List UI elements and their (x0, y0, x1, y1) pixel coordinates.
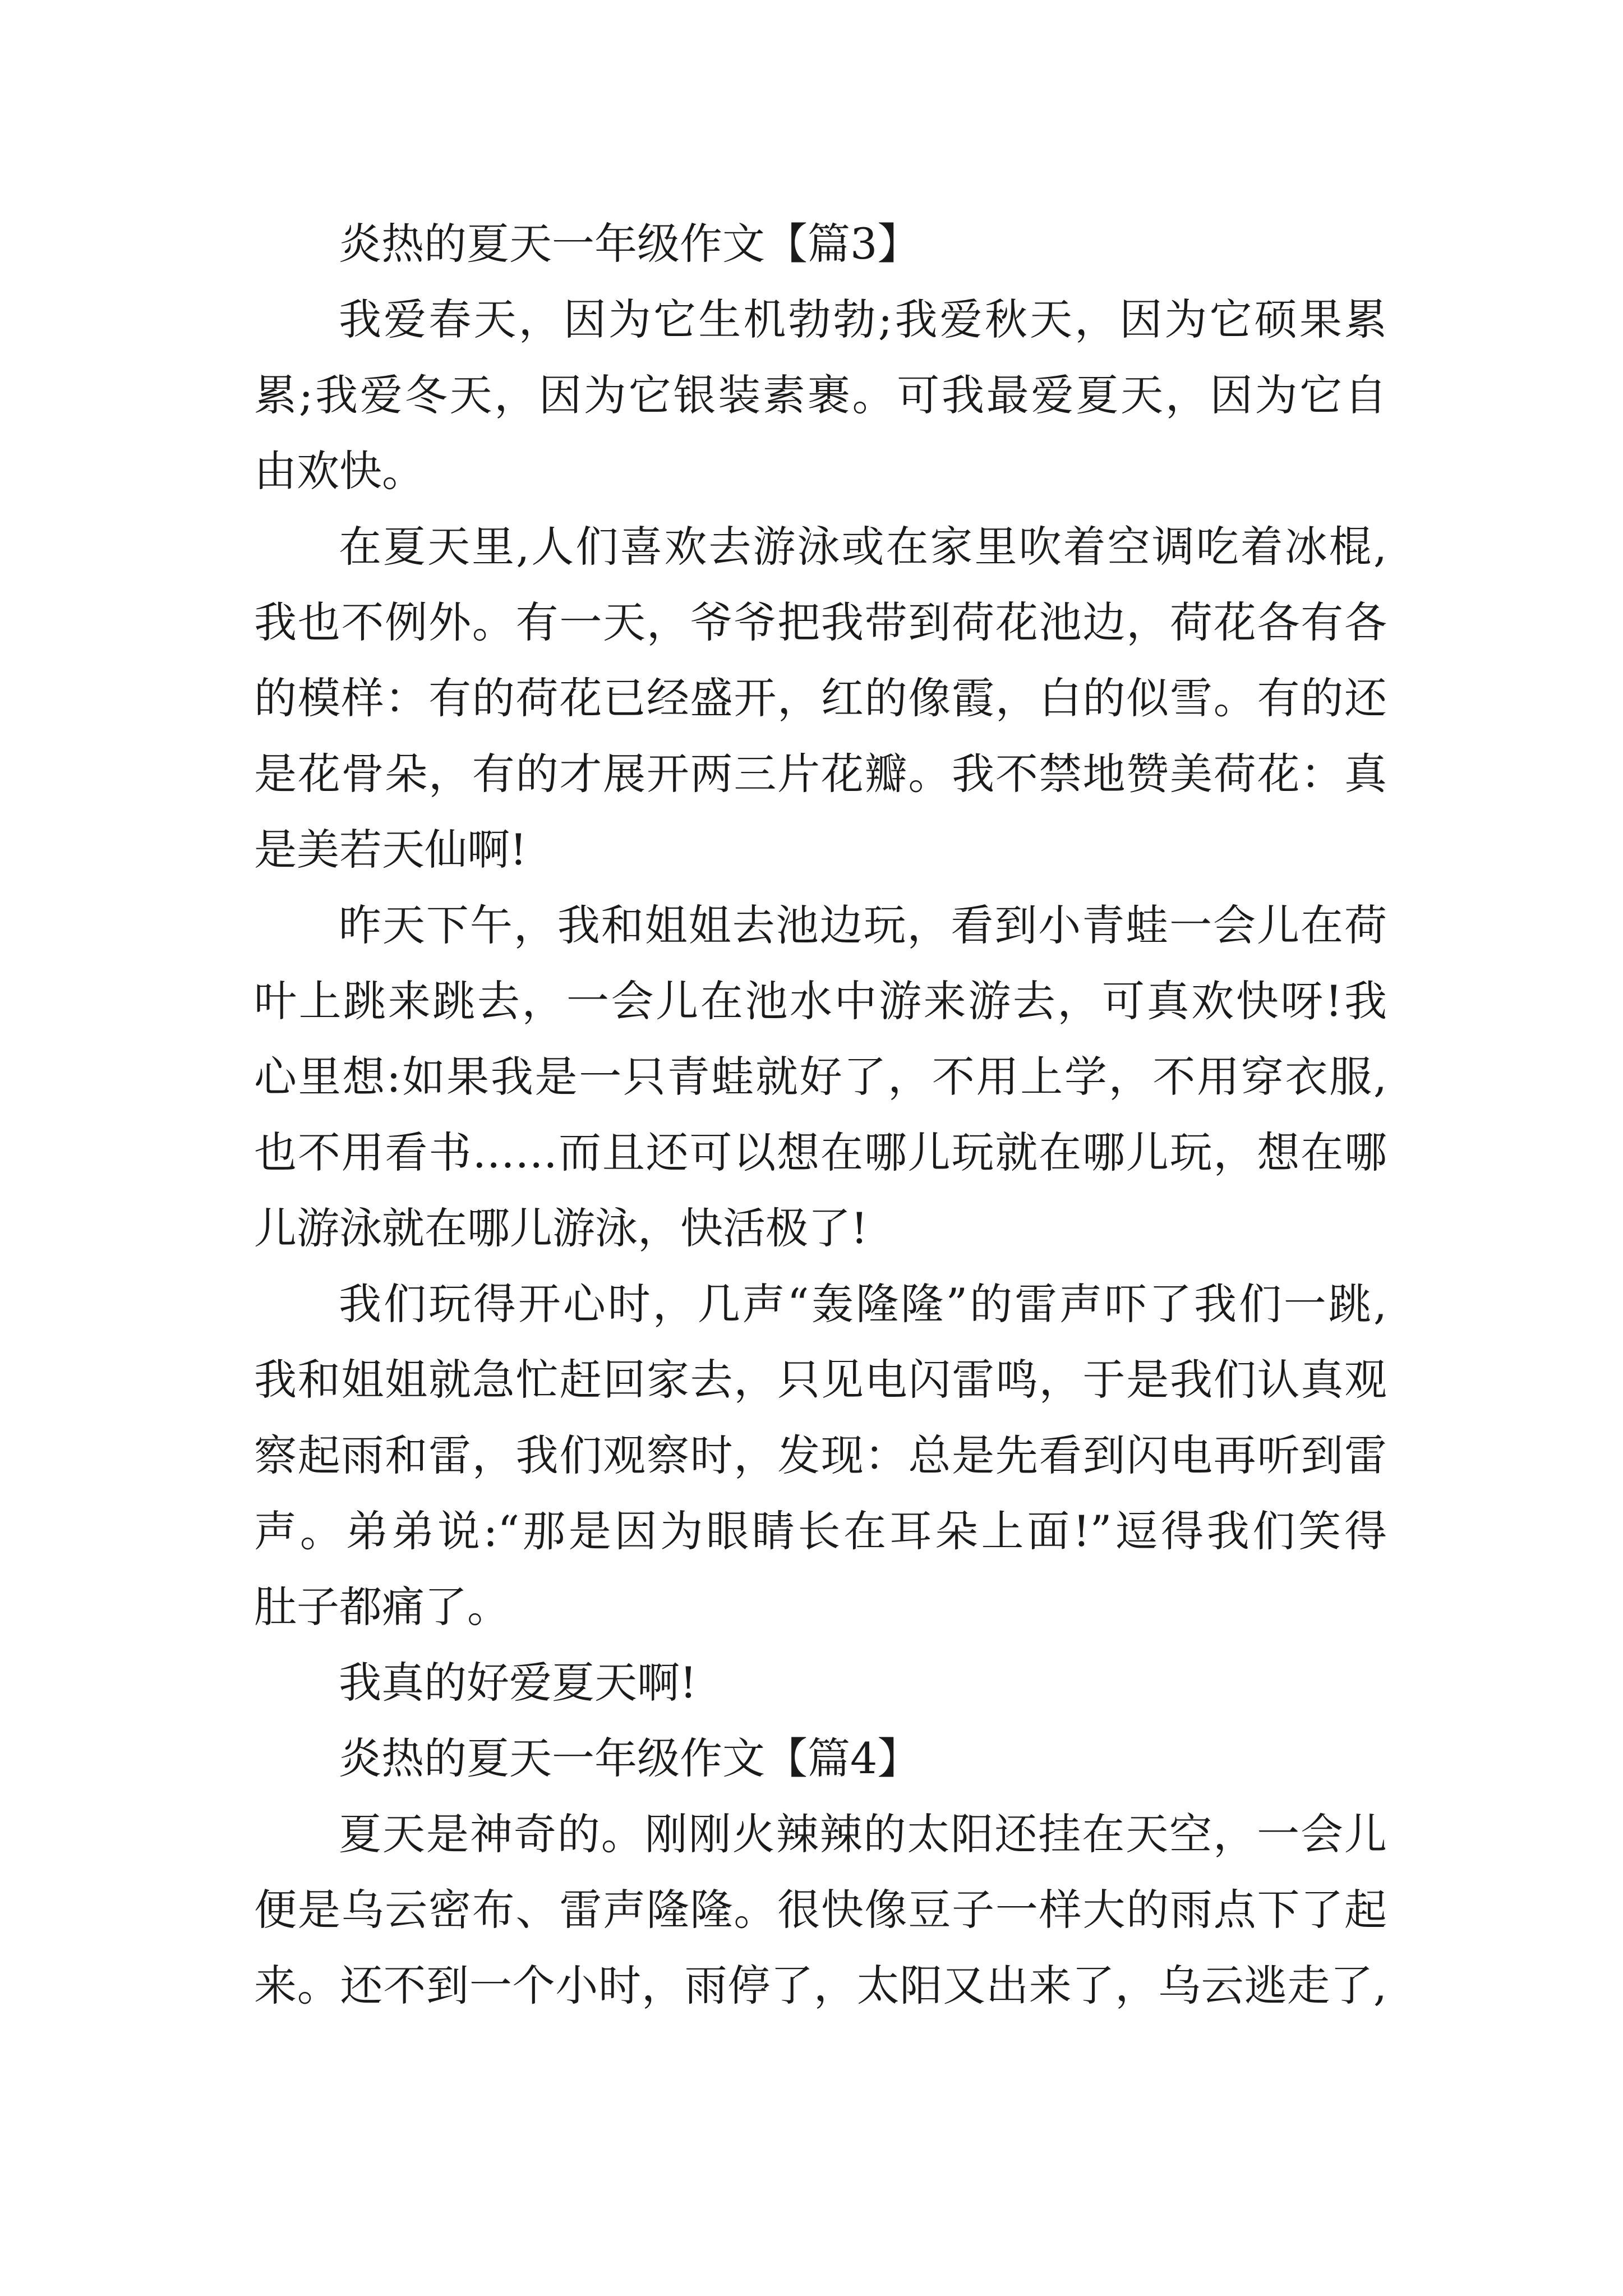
paragraph-line: 我和姐姐就急忙赶回家去，只见电闪雷鸣，于是我们认真观 (254, 1355, 1387, 1405)
paragraph-line: 在夏天里,人们喜欢去游泳或在家里吹着空调吃着冰棍, (339, 522, 1387, 572)
paragraph-line: 累;我爱冬天，因为它银装素裹。可我最爱夏天，因为它自 (254, 370, 1387, 420)
paragraph-line: 肚子都痛了。 (254, 1582, 510, 1632)
paragraph-line: 的模样：有的荷花已经盛开，红的像霞，白的似雪。有的还 (254, 673, 1387, 723)
paragraph-line: 来。还不到一个小时，雨停了，太阳又出来了，乌云逃走了, (254, 1961, 1387, 2010)
paragraph-line: 由欢快。 (254, 446, 425, 496)
paragraph-line: 我真的好爱夏天啊! (339, 1658, 697, 1708)
paragraph-line: 我们玩得开心时，几声“轰隆隆”的雷声吓了我们一跳, (339, 1279, 1387, 1329)
paragraph-line: 昨天下午，我和姐姐去池边玩，看到小青蛙一会儿在荷 (339, 900, 1387, 950)
paragraph-line: 心里想:如果我是一只青蛙就好了，不用上学，不用穿衣服, (254, 1052, 1387, 1102)
paragraph-line: 夏天是神奇的。刚刚火辣辣的太阳还挂在天空，一会儿 (339, 1809, 1387, 1859)
paragraph-line: 是花骨朵，有的才展开两三片花瓣。我不禁地赞美荷花：真 (254, 749, 1387, 799)
paragraph-line: 儿游泳就在哪儿游泳，快活极了! (254, 1203, 868, 1253)
section-heading: 炎热的夏天一年级作文【篇3】 (339, 219, 920, 269)
paragraph-line: 声。弟弟说:“那是因为眼睛长在耳朵上面!”逗得我们笑得 (254, 1506, 1387, 1556)
paragraph-line: 我爱春天，因为它生机勃勃;我爱秋天，因为它硕果累 (339, 295, 1387, 344)
paragraph-line: 是美若天仙啊! (254, 825, 527, 875)
paragraph-line: 叶上跳来跳去，一会儿在池水中游来游去，可真欢快呀!我 (254, 976, 1387, 1026)
paragraph-line: 察起雨和雷，我们观察时，发现：总是先看到闪电再听到雷 (254, 1430, 1387, 1480)
paragraph-line: 便是乌云密布、雷声隆隆。很快像豆子一样大的雨点下了起 (254, 1885, 1387, 1935)
paragraph-line: 也不用看书……而且还可以想在哪儿玩就在哪儿玩，想在哪 (254, 1128, 1387, 1177)
section-heading: 炎热的夏天一年级作文【篇4】 (339, 1733, 920, 1783)
paragraph-line: 我也不例外。有一天，爷爷把我带到荷花池边，荷花各有各 (254, 597, 1387, 647)
